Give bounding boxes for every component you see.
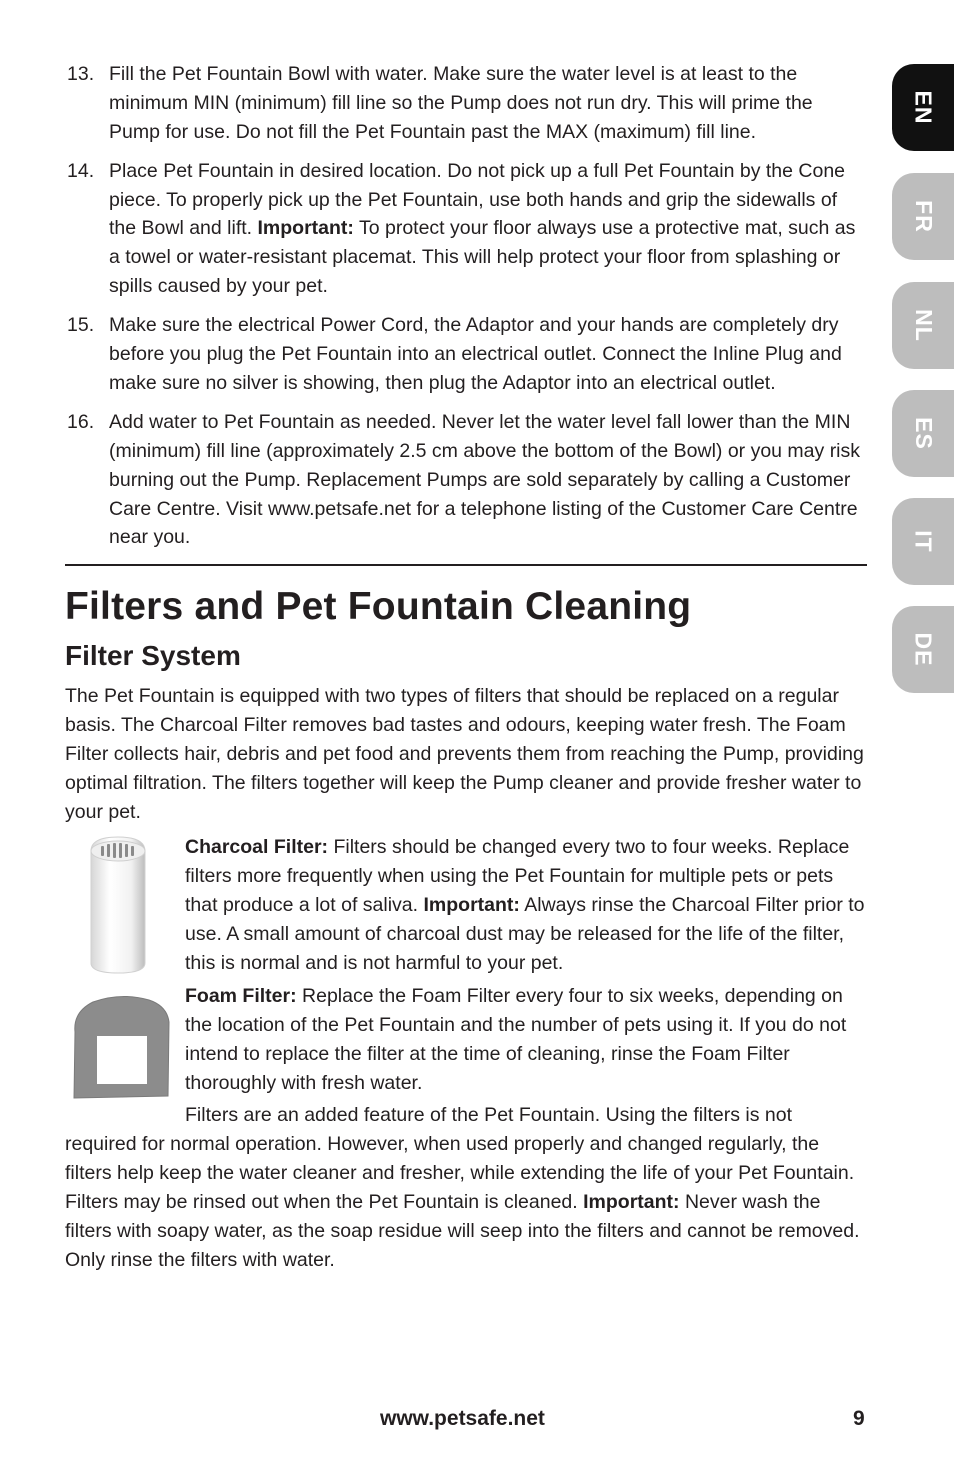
language-tab-en[interactable] xyxy=(892,64,954,151)
step-number: 14. xyxy=(67,159,95,182)
language-tab-label: DE xyxy=(910,632,937,667)
step-text: Add water to Pet Fountain as needed. Never let the water level fall lower than the MIN (minimum) fill line (approximately 2.5 cm above the bottom of the Bowl) or you may risk burning out the Pump. Replacement Pumps are sold separately by calling a Customer Care Centre. Visit www.petsafe.net for a telephone listing of the Customer Care Centre near you. xyxy=(109,411,861,549)
important-label: Important: xyxy=(423,894,520,917)
foam-filter-label: Foam Filter: xyxy=(185,985,297,1008)
page-number: 9 xyxy=(853,1407,865,1430)
step-13 xyxy=(65,60,867,146)
language-tab-fr[interactable] xyxy=(892,173,954,260)
footer-url[interactable]: www.petsafe.net xyxy=(380,1407,545,1430)
important-label: Important: xyxy=(257,217,354,240)
foam-filter-text: Replace the Foam Filter every four to six weeks, depending on the location of the Pet Fountain and the number of pets using it. If you do not intend to replace the filter at the time of cleaning, rinse the Foam Filter thoroughly with fresh water. xyxy=(185,985,847,1095)
charcoal-filter-image xyxy=(85,833,151,975)
page-content xyxy=(65,60,867,1275)
step-text-continued: To protect your floor always use a protective mat, such as a towel or water-resistant placemat. This will help protect your floor from splashing or spills caused by your pet. xyxy=(109,217,856,298)
language-tab-it[interactable] xyxy=(892,498,954,585)
language-tab-es[interactable] xyxy=(892,390,954,477)
step-16 xyxy=(65,408,867,552)
charcoal-filter-text-continued: Always rinse the Charcoal Filter prior to use. A small amount of charcoal dust may be released for the life of the filter, this is normal and is not harmful to your pet. xyxy=(185,894,865,975)
filter-intro: The Pet Fountain is equipped with two types of filters that should be replaced on a regular basis. The Charcoal Filter removes bad tastes and odours, keeping water fresh. The Foam Filter collects hair, debris and pet food and prevents them from reaching the Pump, providing optimal filtration. The filters together will keep the Pump cleaner and provide fresher water to your pet. xyxy=(65,685,864,824)
language-tab-label: IT xyxy=(910,530,937,553)
step-text: Fill the Pet Fountain Bowl with water. Make sure the water level is at least to the minimum MIN (minimum) fill line so the Pump does not run dry. This will prime the Pump for use. Do not fill the Pet Fountain past the MAX (maximum) fill line. xyxy=(109,63,813,143)
language-tab-label: FR xyxy=(910,200,937,233)
language-tab-label: ES xyxy=(910,417,937,450)
instruction-steps xyxy=(65,60,867,552)
step-text: Make sure the electrical Power Cord, the Adaptor and your hands are completely dry before you plug the Pet Fountain into an electrical outlet. Connect the Inline Plug and make sure no silver is showing, then plug the Adaptor into an electrical outlet. xyxy=(109,314,842,394)
charcoal-filter-section xyxy=(65,833,867,978)
section-title: Filters and Pet Fountain Cleaning xyxy=(65,585,692,629)
foam-filter-section xyxy=(65,982,867,1098)
step-number: 16. xyxy=(67,411,95,434)
language-tab-label: EN xyxy=(910,90,937,125)
step-14 xyxy=(65,157,867,301)
language-tab-nl[interactable] xyxy=(892,282,954,369)
section-divider xyxy=(65,564,867,566)
important-label: Important: xyxy=(583,1191,680,1214)
charcoal-filter-text: Filters should be changed every two to four weeks. Replace filters more frequently when using the Pet Fountain for multiple pets or pets that produce a lot of saliva. xyxy=(185,836,850,917)
filter-closing xyxy=(65,1101,867,1275)
subsection-title: Filter System xyxy=(65,640,241,672)
step-number: 15. xyxy=(67,314,95,337)
closing-text: Filters are an added feature of the Pet Fountain. Using the filters is not required for normal operation. However, when used properly and changed regularly, the filters help keep the water cleaner and fresher, while extending the life of your Pet Fountain. Filters may be rinsed out when the Pet Fountain is cleaned. xyxy=(65,1104,855,1214)
language-tab-de[interactable] xyxy=(892,606,954,693)
step-number: 13. xyxy=(67,63,95,85)
step-text: Place Pet Fountain in desired location. Do not pick up a full Pet Fountain by the Cone piece. To properly pick up the Pet Fountain, use both hands and grip the sidewalls of the Bowl and lift. xyxy=(109,159,846,240)
language-tab-label: NL xyxy=(910,309,937,342)
foam-filter-image xyxy=(71,992,171,1100)
step-15 xyxy=(65,311,867,397)
charcoal-filter-label: Charcoal Filter: xyxy=(185,836,329,859)
closing-text-continued: Never wash the filters with soapy water, as the soap residue will seep into the filters and cannot be removed. Only rinse the filters with water. xyxy=(65,1191,860,1272)
